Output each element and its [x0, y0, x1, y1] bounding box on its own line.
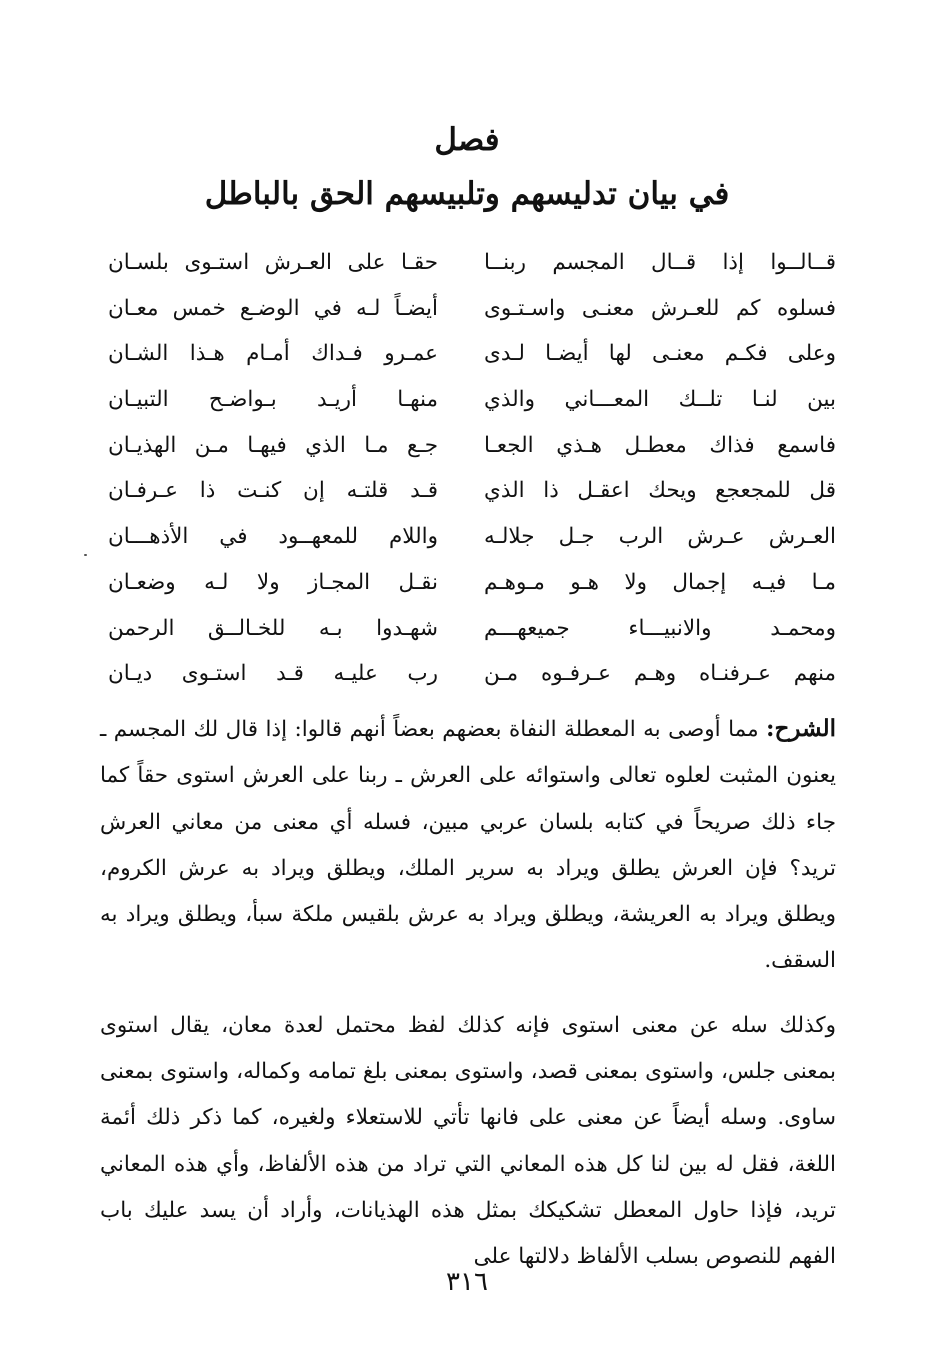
verse-first-hemistich: بين لنـا تلــك المعـــاني والذي: [484, 387, 836, 413]
commentary-paragraph-text: وكذلك سله عن معنى استوى فإنه كذلك لفظ محتمل لعدة معان، يقال استوى بمعنى جلس، واستوى بمعنى قصد، واستوى بمعنى بلغ تمامه وكماله، واستوى بمعنى ساوى. وسله أيضاً عن معنى على فانها تأتي للاستعلاء ولغيره، كما ذكر ذلك أئمة اللغة، فقل له بين لنا كل هذه المعاني التي تراد من هذه الألفاظ، وأي هذه المعاني تريد، فإذا حاول المعطل تشكيكك بمثل هذه الهذيانات، وأراد أن يسد عليك باب الفهم للنصوص بسلب الألفاظ دلالتها على: [100, 1012, 836, 1270]
ink-speck: [84, 554, 87, 556]
verse-second-hemistich: واللام للمعهــود في الأذهـــان: [108, 524, 438, 550]
verse-second-hemistich: نقـل المجـاز ولا لـه وضعـان: [108, 569, 438, 595]
verse-line: [100, 377, 836, 423]
commentary-lead-label: الشرح:: [766, 715, 836, 742]
verse-first-hemistich: فاسمع فذاك معطـل هـذي الجعـا: [484, 432, 836, 458]
verse-second-hemistich: جـع مـا الذي فيهـا مـن الهذيـان: [108, 432, 438, 458]
verse-first-hemistich: قــالــوا إذا قــال المجسم ربنــا: [484, 250, 836, 275]
commentary-paragraph: [100, 1003, 836, 1281]
verse-first-hemistich: العـرش عـرش الرب جـل جلالـه: [484, 524, 836, 550]
section-subtitle: في بيان تدليسهم وتلبيسهم الحق بالباطل: [204, 176, 730, 212]
verse-line: [100, 331, 836, 377]
verse-first-hemistich: وعلى فكـم معنـى لها أيضـا لـدى: [484, 341, 836, 367]
verse-line: [100, 286, 836, 332]
verse-second-hemistich: شهـدوا بـه للخـالــق الرحمن: [108, 615, 438, 641]
page-number: ٣١٦: [446, 1267, 488, 1297]
section-title: فصل: [434, 122, 500, 158]
verse-first-hemistich: فسلوه كم للعـرش معنـى واسـتـوى: [484, 295, 836, 321]
verse-second-hemistich: قـد قلتـه إن كنـت ذا عـرفـان: [108, 478, 438, 504]
verse-line: [100, 606, 836, 652]
verse-first-hemistich: منهم عـرفنـاه وهـم عـرفـوه مـن: [484, 661, 836, 687]
poem-verses: [100, 240, 836, 697]
verse-first-hemistich: ومحمـد والانبيـــاء جميعهـــم: [484, 615, 836, 641]
verse-line: [100, 560, 836, 606]
verse-line: [100, 514, 836, 560]
verse-line: [100, 240, 836, 286]
verse-line: [100, 423, 836, 469]
commentary-paragraph: [100, 706, 836, 985]
verse-second-hemistich: عمـرو فـداك أمـام هـذا الشـان: [108, 341, 438, 367]
verse-second-hemistich: حقـا على العـرش استـوى بلسـان: [108, 250, 438, 275]
verse-second-hemistich: أيضـاً لـه في الوضـع خمس معـان: [108, 295, 438, 321]
verse-first-hemistich: قل للمجعجع ويحك اعقـل ذا الذي: [484, 478, 836, 504]
verse-line: [100, 651, 836, 697]
verse-line: [100, 468, 836, 514]
verse-second-hemistich: رب عليـه قـد استـوى ديـان: [108, 661, 438, 687]
verse-second-hemistich: منهـا أريـد بـواضـح التبيـان: [108, 387, 438, 413]
verse-first-hemistich: مـا فيـه إجمال ولا هـو مـوهـم: [484, 569, 836, 595]
commentary-section: [100, 706, 836, 1281]
commentary-paragraph-text: مما أوصى به المعطلة النفاة بعضهم بعضاً أنهم قالوا: إذا قال لك المجسم ـ يعنون المثبت لعلوه تعالى واستوائه على العرش ـ ربنا على العرش استوى حقاً كما جاء ذلك صريحاً في كتابه بلسان عربي مبين، فسله أي معنى من معاني العرش تريد؟ فإن العرش يطلق ويراد به سرير الملك، ويطلق ويراد به عرش الكروم، ويطلق ويراد به العريشة، ويطلق ويراد به عرش بلقيس ملكة سبأ، ويطلق ويراد به السقف.: [100, 717, 837, 974]
